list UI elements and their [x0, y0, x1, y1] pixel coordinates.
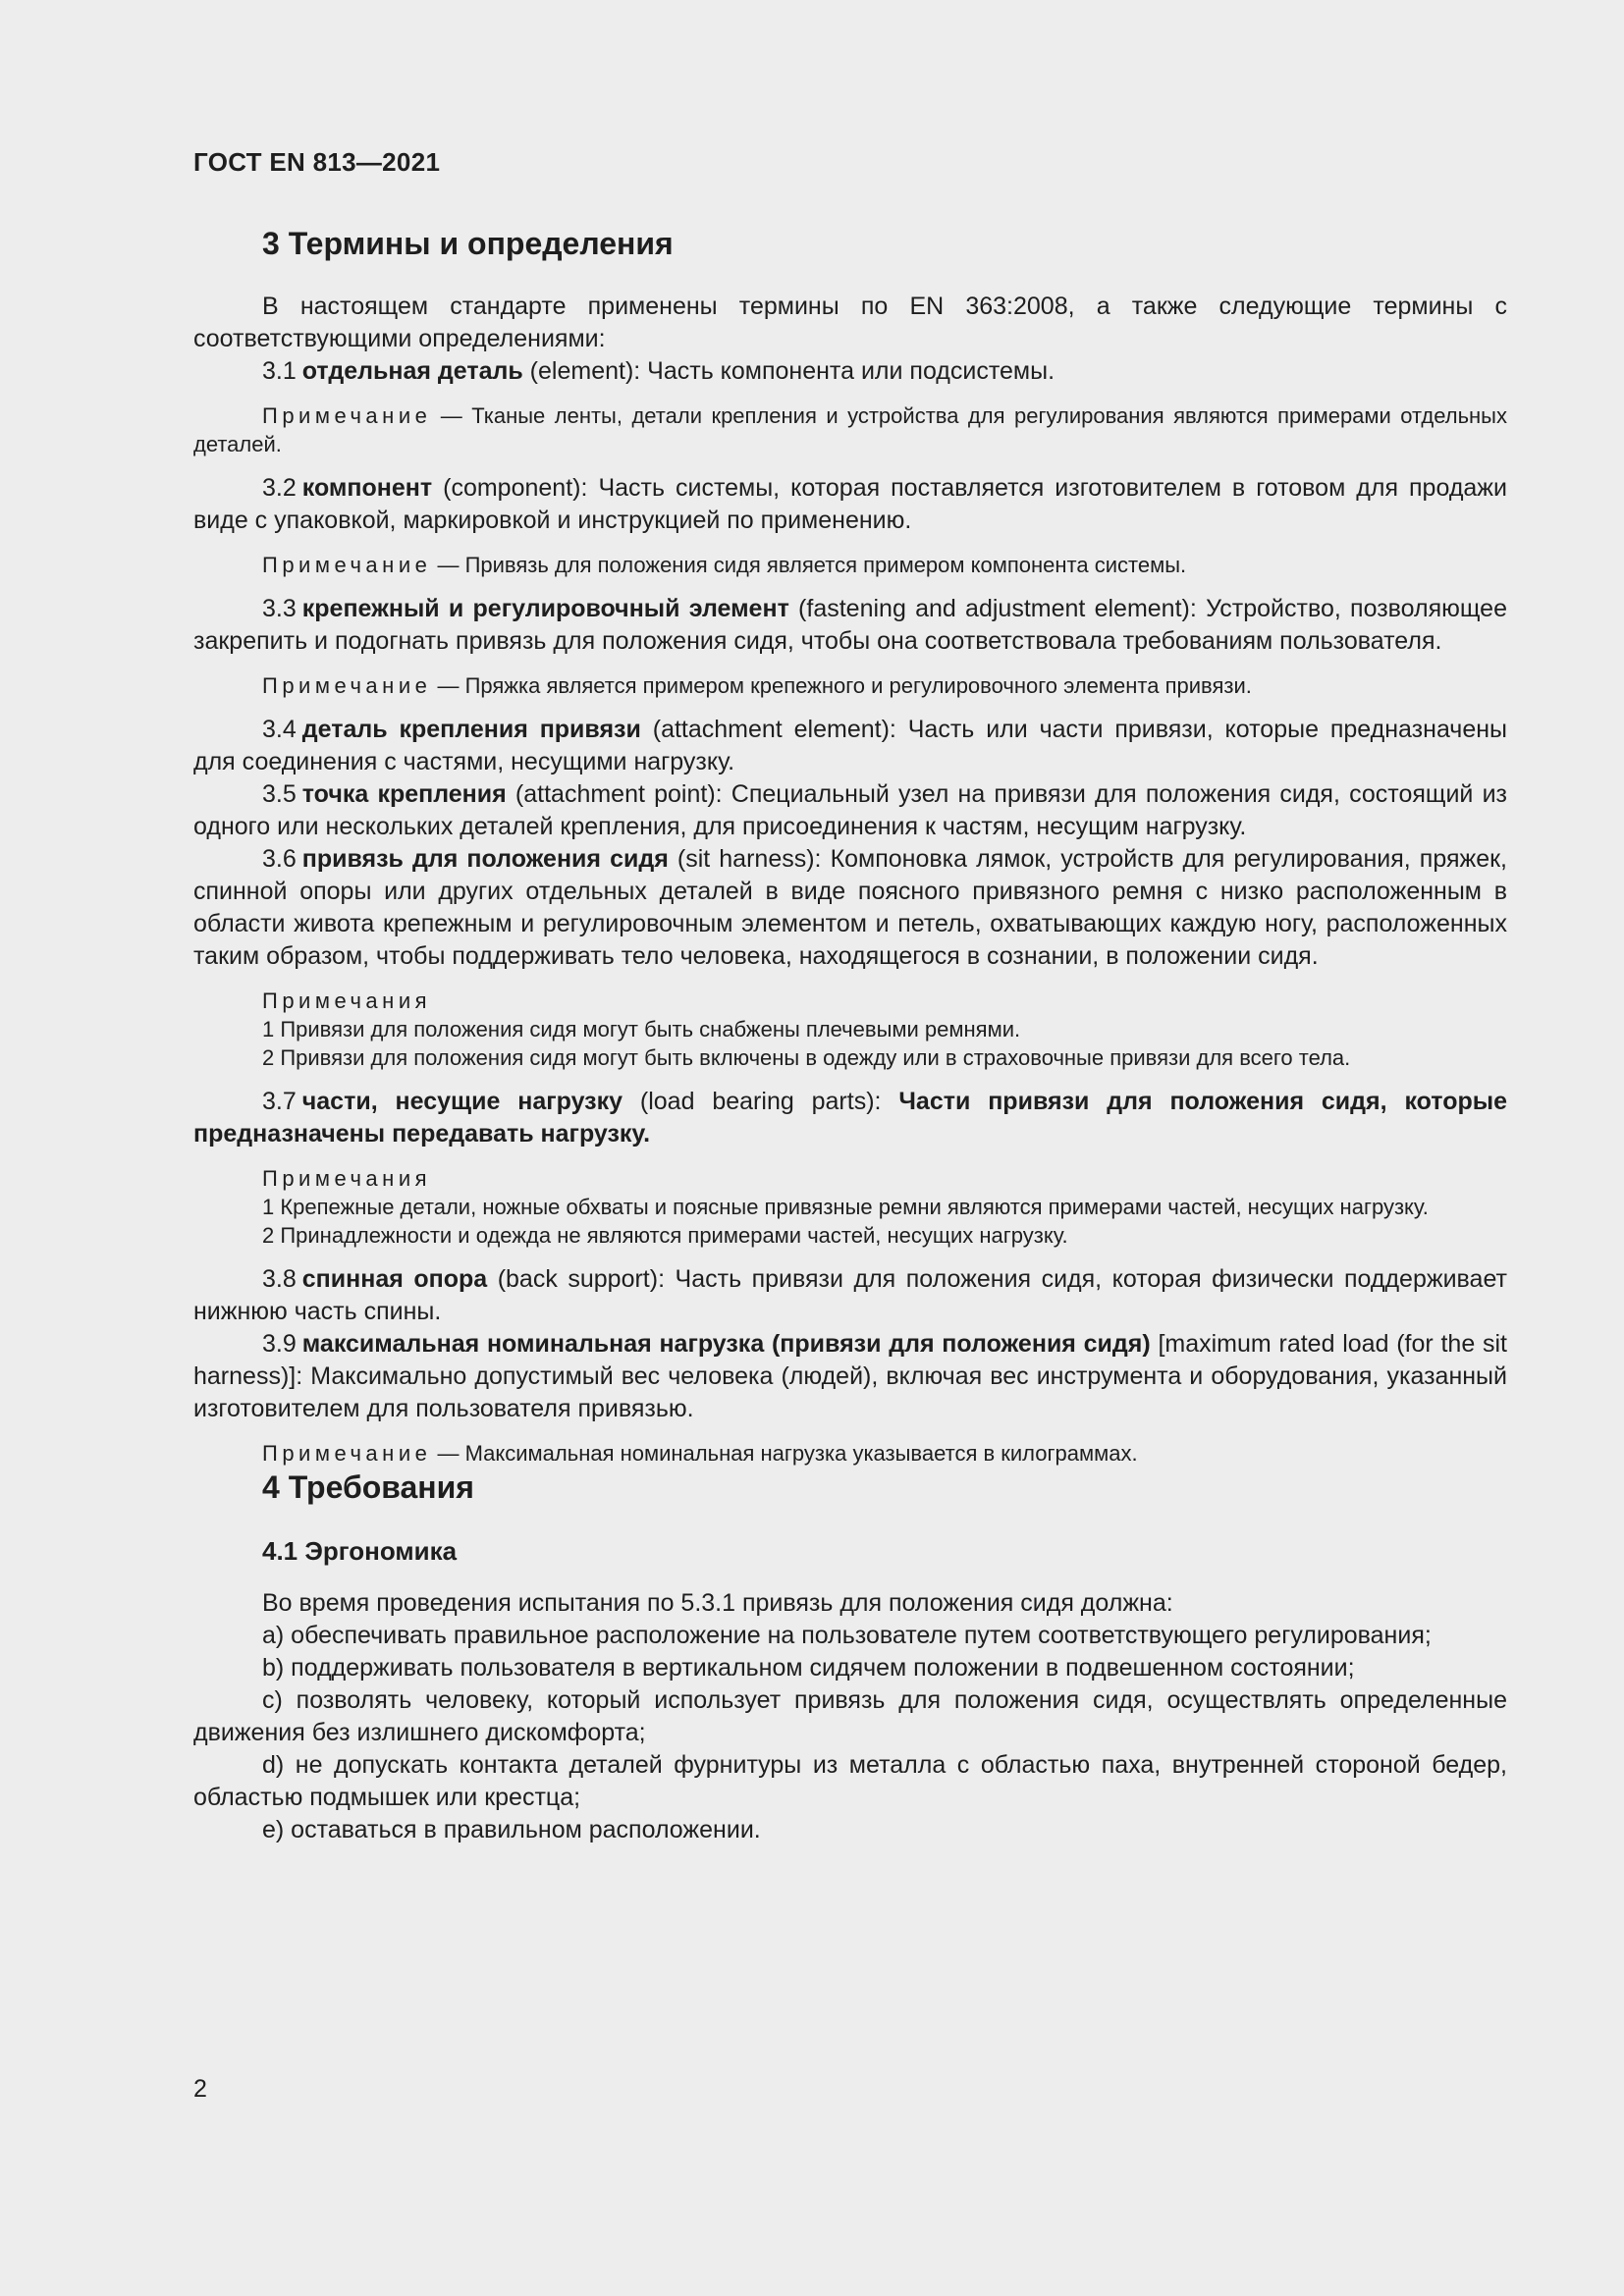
notes-3-6-label: Примечания — [262, 988, 432, 1013]
note-3-3: Примечание — Пряжка является примером крепежного и регулировочного элемента привязи. — [262, 673, 1252, 698]
note-3-2: Примечание — Привязь для положения сидя является примером компонента системы. — [262, 553, 1187, 577]
note-3-7-item-1: 1 Крепежные детали, ножные обхваты и поясные привязные ремни являются примерами частей, несущих нагрузку. — [262, 1195, 1429, 1219]
term-3-2: 3.2 компонент (component): Часть системы, которая поставляется изготовителем в готовом для продажи виде с упаковкой, маркировкой и инструкцией по применению. — [193, 474, 1507, 534]
page-number: 2 — [193, 2075, 207, 2103]
requirement-item-c: c) позволять человеку, который использует привязь для положения сидя, осуществлять определенные движения без излишнего дискомфорта; — [193, 1686, 1507, 1746]
note-3-6-item-1: 1 Привязи для положения сидя могут быть снабжены плечевыми ремнями. — [262, 1017, 1021, 1041]
note-3-6-item-2: 2 Привязи для положения сидя могут быть включены в одежду или в страховочные привязи для всего тела. — [262, 1045, 1351, 1070]
term-3-7: 3.7 части, несущие нагрузку (load bearing parts): Части привязи для положения сидя, которые предназначены передавать нагрузку. — [193, 1088, 1507, 1148]
requirement-item-b: b) поддерживать пользователя в вертикальном сидячем положении в подвешенном состоянии; — [262, 1654, 1355, 1682]
section-3-intro: В настоящем стандарте применены термины по EN 363:2008, а также следующие термины с соответствующими определениями: — [193, 293, 1507, 352]
requirement-item-e: e) оставаться в правильном расположении. — [262, 1816, 761, 1843]
term-3-6: 3.6 привязь для положения сидя (sit harness): Компоновка лямок, устройств для регулирования, пряжек, спинной опоры или других отдельных деталей в виде поясного привязного ремня с низко расположенным в области живота крепежным и регулировочным элементом и петель, охватывающих каждую ногу, расположенных таким образом, чтобы поддерживать тело человека, находящегося в сознании, в положении сидя. — [193, 845, 1508, 970]
section-4-1-intro: Во время проведения испытания по 5.3.1 привязь для положения сидя должна: — [262, 1589, 1173, 1617]
requirement-item-a: a) обеспечивать правильное расположение на пользователе путем соответствующего регулирования; — [262, 1622, 1432, 1649]
section-3-title: 3 Термины и определения — [262, 226, 674, 261]
note-3-9: Примечание — Максимальная номинальная нагрузка указывается в килограммах. — [262, 1441, 1138, 1466]
note-3-7-item-2: 2 Принадлежности и одежда не являются примерами частей, несущих нагрузку. — [262, 1223, 1068, 1248]
term-3-3: 3.3 крепежный и регулировочный элемент (fastening and adjustment element): Устройство, позволяющее закрепить и подогнать привязь для положения сидя, чтобы она соответствовала требованиям пользователя. — [193, 595, 1507, 655]
term-3-4: 3.4 деталь крепления привязи (attachment element): Часть или части привязи, которые предназначены для соединения с частями, несущими нагрузку. — [193, 716, 1508, 775]
term-3-9: 3.9 максимальная номинальная нагрузка (привязи для положения сидя) [maximum rated load (for the sit harness)]: Максимально допустимый вес человека (людей), включая вес инструмента и оборудования, указанный изготовителем для пользователя привязью. — [193, 1330, 1507, 1422]
requirement-item-d: d) не допускать контакта деталей фурнитуры из металла с областью паха, внутренней стороной бедер, областью подмышек или крестца; — [193, 1751, 1507, 1811]
term-3-1: 3.1 отдельная деталь (element): Часть компонента или подсистемы. — [262, 357, 1056, 385]
document-id: ГОСТ EN 813—2021 — [193, 147, 441, 177]
page-content — [193, 224, 1507, 1846]
term-3-5: 3.5 точка крепления (attachment point): Специальный узел на привязи для положения сидя, состоящий из одного или нескольких деталей крепления, для присоединения к частям, несущим нагрузку. — [193, 780, 1507, 840]
term-3-8: 3.8 спинная опора (back support): Часть привязи для положения сидя, которая физически поддерживает нижнюю часть спины. — [193, 1265, 1507, 1325]
notes-3-7-label: Примечания — [262, 1166, 432, 1191]
note-3-1: Примечание — Тканые ленты, детали крепления и устройства для регулирования являются примерами отдельных деталей. — [193, 403, 1507, 456]
section-4-title: 4 Требования — [262, 1469, 474, 1505]
subsection-4-1-title: 4.1 Эргономика — [262, 1536, 458, 1566]
